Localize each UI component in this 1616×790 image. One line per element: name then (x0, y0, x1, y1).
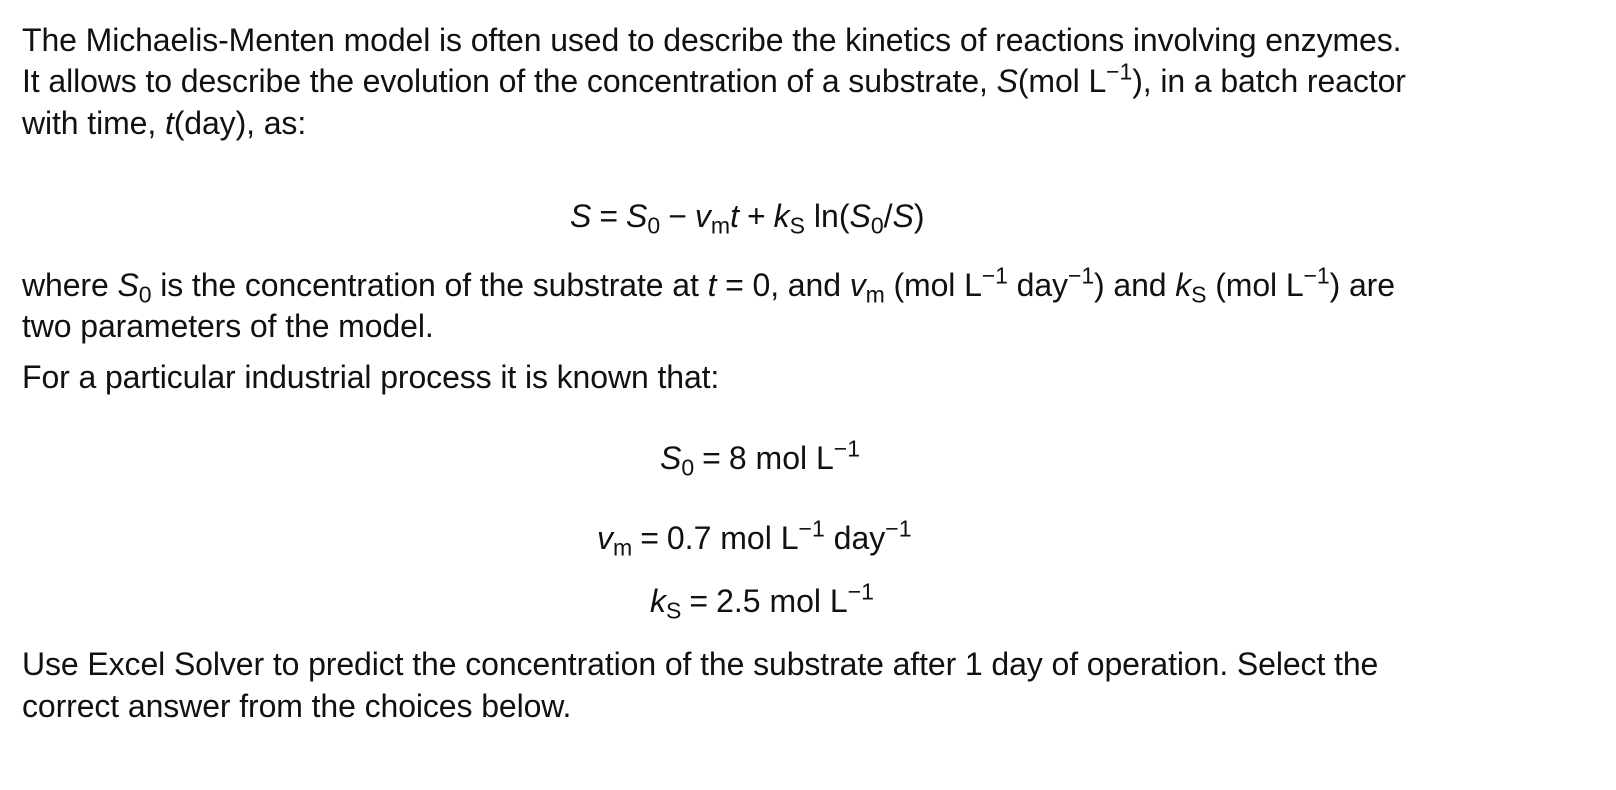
question-line-2: correct answer from the choices below. (22, 688, 572, 724)
eq-s0: S (626, 198, 648, 234)
var-t: t (164, 105, 174, 141)
where-unit: (mol L (1206, 267, 1304, 303)
eq-t: t (730, 198, 739, 234)
exponent: −1 (885, 515, 912, 542)
eq-s0-sub: 0 (647, 212, 661, 239)
param-value: day (824, 520, 886, 556)
param-vm (597, 517, 912, 560)
param-equals: = (702, 440, 721, 476)
param-value: 0.7 mol L (666, 520, 799, 556)
exponent: −1 (1067, 262, 1095, 289)
eq-ks-sub: S (789, 212, 806, 239)
var-s: S (996, 63, 1018, 99)
eq-ln-div: / (883, 198, 893, 234)
intro-text-end: ), in a batch reactor (1132, 63, 1406, 99)
eq-vm: v (694, 198, 711, 234)
exponent: −1 (833, 435, 861, 462)
exponent: −1 (847, 578, 874, 605)
eq-vm-sub: m (710, 212, 731, 239)
exponent: −1 (798, 515, 825, 542)
question-line-1: Use Excel Solver to predict the concentration of the substrate after 1 day of operation. Select the (22, 646, 1379, 682)
param-var: S (660, 440, 682, 476)
param-ks (650, 580, 874, 623)
var-s0: S (117, 267, 139, 303)
where-unit: (mol L (884, 267, 982, 303)
intro-text-end: (day), as: (173, 105, 307, 141)
intro-line-1: The Michaelis-Menten model is often used to describe the kinetics of reactions involving enzymes. (22, 22, 1402, 58)
var-ks: k (1175, 267, 1192, 303)
eq-equals: = (599, 198, 619, 234)
eq-plus: + (746, 198, 766, 234)
exponent: −1 (1303, 262, 1330, 289)
known-intro: For a particular industrial process it is known that: (22, 359, 720, 395)
model-equation (570, 195, 925, 238)
var-vm: v (849, 267, 866, 303)
var-s0-sub: 0 (138, 281, 152, 308)
where-line-2: two parameters of the model. (22, 308, 434, 344)
param-equals: = (689, 583, 709, 619)
where-unit: day (1007, 267, 1068, 303)
var-vm-sub: m (865, 281, 885, 308)
var-ks-sub: S (1191, 281, 1207, 308)
eq-ln-s0: S (849, 198, 871, 234)
exponent: −1 (1106, 58, 1133, 85)
where-text: is the concentration of the substrate at (151, 267, 708, 303)
exponent: −1 (981, 262, 1008, 289)
intro-text: It allows to describe the evolution of the concentration of a substrate, (22, 63, 997, 99)
intro-line-3 (22, 102, 306, 145)
unit-text: (mol L (1017, 63, 1107, 99)
eq-ks: k (773, 198, 790, 234)
param-value: 2.5 mol L (716, 583, 848, 619)
param-sub: S (666, 597, 682, 624)
param-var: k (650, 583, 666, 619)
eq-lhs: S (570, 198, 592, 234)
intro-line-2 (22, 60, 1406, 103)
eq-ln-close: ) (913, 198, 925, 234)
eq-ln: ln( (813, 198, 850, 234)
where-line-1 (22, 264, 1395, 307)
param-value: 8 mol L (728, 440, 834, 476)
where-text: = 0, and (716, 267, 850, 303)
intro-text: with time, (22, 105, 165, 141)
eq-ln-s0-sub: 0 (870, 212, 884, 239)
param-var: v (597, 520, 613, 556)
where-text: ) are (1329, 267, 1395, 303)
var-t: t (707, 267, 717, 303)
param-sub: m (613, 534, 633, 561)
param-s0 (660, 437, 860, 480)
eq-ln-s: S (892, 198, 914, 234)
param-sub: 0 (681, 454, 695, 481)
eq-minus: − (668, 198, 687, 234)
where-text: ) and (1094, 267, 1176, 303)
param-equals: = (640, 520, 659, 556)
where-text: where (22, 267, 118, 303)
